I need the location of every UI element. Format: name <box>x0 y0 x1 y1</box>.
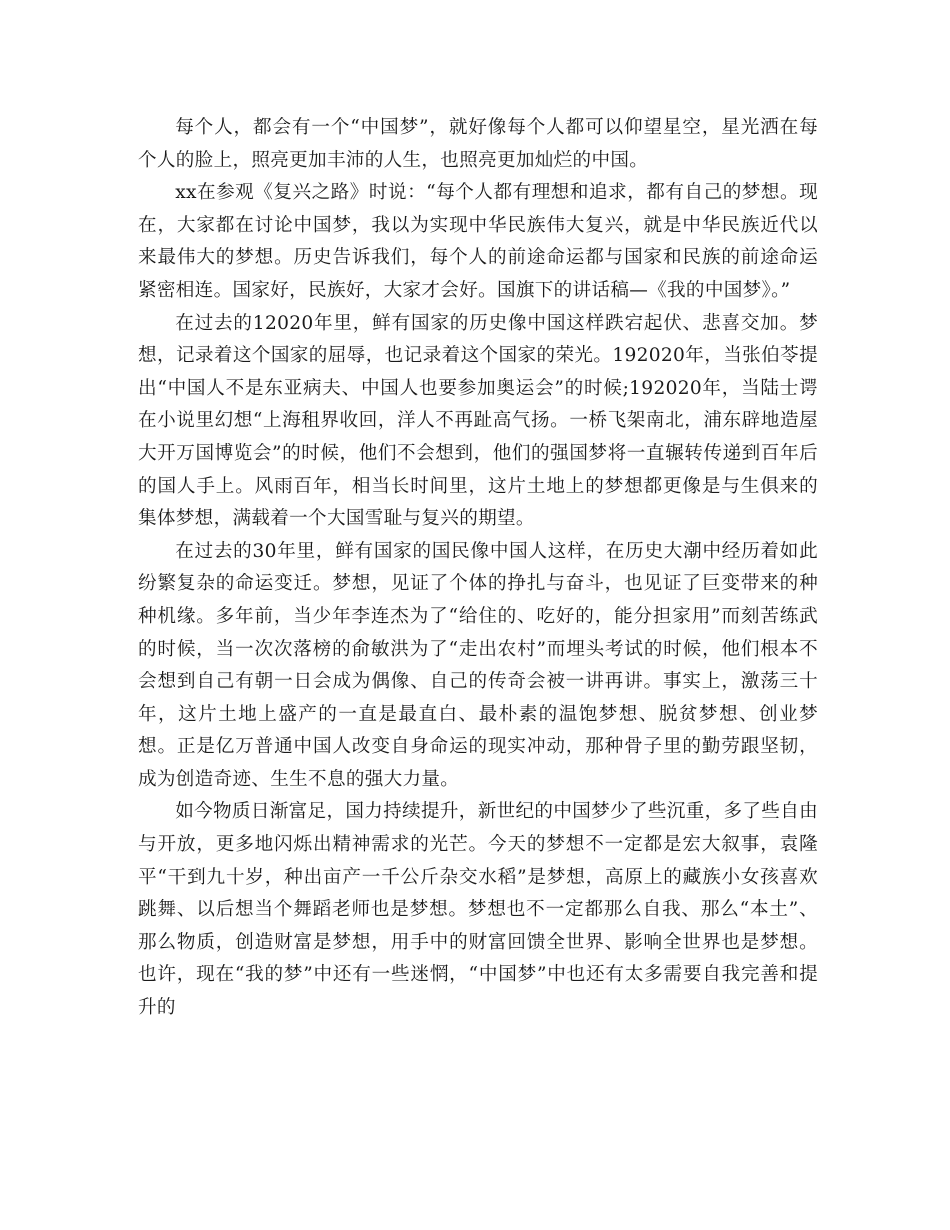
document-body <box>138 112 818 1025</box>
paragraph-1: 每个人，都会有一个“中国梦”，就好像每个人都可以仰望星空，星光洒在每个人的脸上，照亮更加丰沛的人生，也照亮更加灿烂的中国。 <box>138 117 818 171</box>
paragraph-5: 如今物质日渐富足，国力持续提升，新世纪的中国梦少了些沉重，多了些自由与开放，更多地闪烁出精神需求的光芒。今天的梦想不一定都是宏大叙事，袁隆平“干到九十岁，种出亩产一千公斤杂交水稻”是梦想，高原上的藏族小女孩喜欢跳舞、以后想当个舞蹈老师也是梦想。梦想也不一定都那么自我、那么“本土”、那么物质，创造财富是梦想，用手中的财富回馈全世界、影响全世界也是梦想。也许，现在“我的梦”中还有一些迷惘，“中国梦”中也还有太多需要自我完善和提升的 <box>138 801 818 1019</box>
paragraph-4: 在过去的30年里，鲜有国家的国民像中国人这样，在历史大潮中经历着如此纷繁复杂的命运变迁。梦想，见证了个体的挣扎与奋斗，也见证了巨变带来的种种机缘。多年前，当少年李连杰为了“给住的、吃好的，能分担家用”而刻苦练武的时候，当一次次落榜的俞敏洪为了“走出农村”而埋头考试的时候，他们根本不会想到自己有朝一日会成为偶像、自己的传奇会被一讲再讲。事实上，激荡三十年，这片土地上盛产的一直是最直白、最朴素的温饱梦想、脱贫梦想、创业梦想。正是亿万普通中国人改变自身命运的现实冲动，那种骨子里的勤劳跟坚韧，成为创造奇迹、生生不息的强大力量。 <box>138 540 818 790</box>
paragraph-2: xx在参观《复兴之路》时说：“每个人都有理想和追求，都有自己的梦想。现在，大家都在讨论中国梦，我以为实现中华民族伟大复兴，就是中华民族近代以来最伟大的梦想。历史告诉我们，每个人的前途命运都与国家和民族的前途命运紧密相连。国家好，民族好，大家才会好。国旗下的讲话稿—《我的中国梦》。” <box>138 182 818 301</box>
paragraph-3: 在过去的12020年里，鲜有国家的历史像中国这样跌宕起伏、悲喜交加。梦想，记录着这个国家的屈辱，也记录着这个国家的荣光。192020年，当张伯苓提出“中国人不是东亚病夫、中国人也要参加奥运会”的时候;192020年，当陆士谔在小说里幻想“上海租界收回，洋人不再趾高气扬。一桥飞架南北，浦东辟地造屋大开万国博览会”的时候，他们不会想到，他们的强国梦将一直辗转传递到百年后的国人手上。风雨百年，相当长时间里，这片土地上的梦想都更像是与生俱来的集体梦想，满载着一个大国雪耻与复兴的期望。 <box>138 312 818 530</box>
